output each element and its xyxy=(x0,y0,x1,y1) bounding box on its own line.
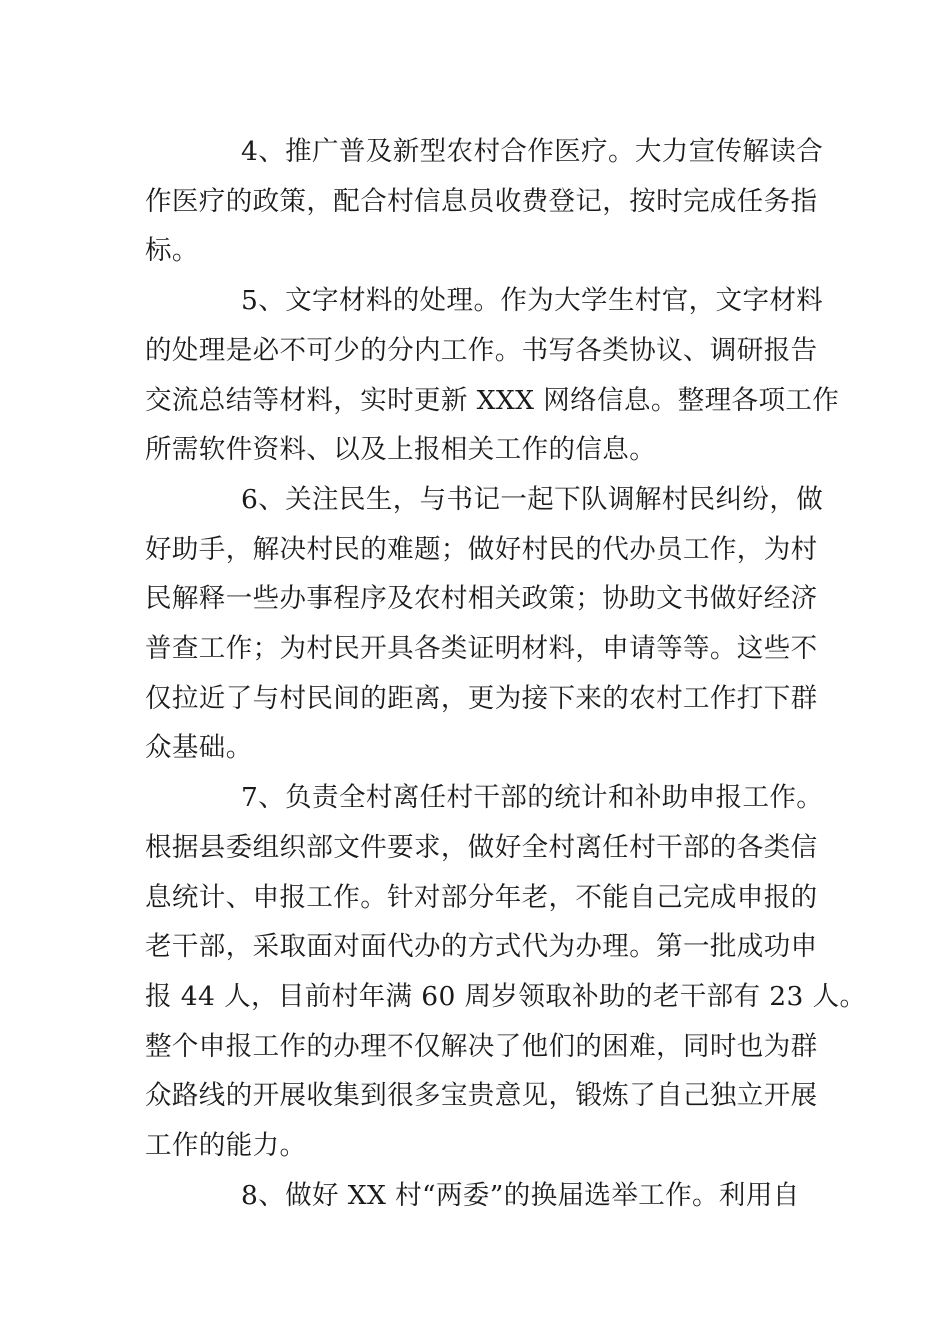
paragraph-item-4 xyxy=(145,127,824,276)
text-line: 的处理是必不可少的分内工作。书写各类协议、调研报告 xyxy=(145,334,818,366)
text-line: 民解释一些办事程序及农村相关政策；协助文书做好经济 xyxy=(145,583,818,615)
text-line: 交流总结等材料，实时更新 XXX 网络信息。整理各项工作 xyxy=(145,384,840,416)
paragraph-item-7 xyxy=(145,773,867,1171)
paragraph-item-5 xyxy=(145,276,840,475)
paragraph-item-6 xyxy=(145,475,824,773)
text-line: 老干部，采取面对面代办的方式代为办理。第一批成功申 xyxy=(145,931,818,963)
paragraph-item-8 xyxy=(145,1171,810,1221)
text-line: 众路线的开展收集到很多宝贵意见，锻炼了自己独立开展 xyxy=(145,1080,818,1112)
text-line: 报 44 人，目前村年满 60 周岁领取补助的老干部有 23 人。 xyxy=(145,980,867,1012)
text-line: 根据县委组织部文件要求，做好全村离任村干部的各类信 xyxy=(145,831,818,863)
document-body xyxy=(145,127,867,1220)
text-line: 7、负责全村离任村干部的统计和补助申报工作。 xyxy=(241,782,824,814)
text-line: 8、做好 XX 村“两委”的换届选举工作。利用自 xyxy=(241,1179,800,1211)
text-line: 作医疗的政策，配合村信息员收费登记，按时完成任务指 xyxy=(145,185,818,217)
text-line: 整个申报工作的办理不仅解决了他们的困难，同时也为群 xyxy=(145,1030,818,1062)
text-line: 标。 xyxy=(145,235,199,267)
text-line: 所需软件资料、以及上报相关工作的信息。 xyxy=(145,434,657,466)
text-line: 4、推广普及新型农村合作医疗。大力宣传解读合 xyxy=(241,136,824,167)
text-line: 众基础。 xyxy=(145,732,253,764)
text-line: 仅拉近了与村民间的距离，更为接下来的农村工作打下群 xyxy=(145,682,818,714)
text-line: 6、关注民生，与书记一起下队调解村民纠纷，做 xyxy=(241,483,824,515)
text-line: 5、文字材料的处理。作为大学生村官，文字材料 xyxy=(241,285,824,317)
text-line: 息统计、申报工作。针对部分年老，不能自己完成申报的 xyxy=(145,881,818,913)
text-line: 工作的能力。 xyxy=(145,1130,307,1162)
text-line: 好助手，解决村民的难题；做好村民的代办员工作，为村 xyxy=(145,533,818,565)
text-line: 普查工作；为村民开具各类证明材料，申请等等。这些不 xyxy=(145,633,818,665)
